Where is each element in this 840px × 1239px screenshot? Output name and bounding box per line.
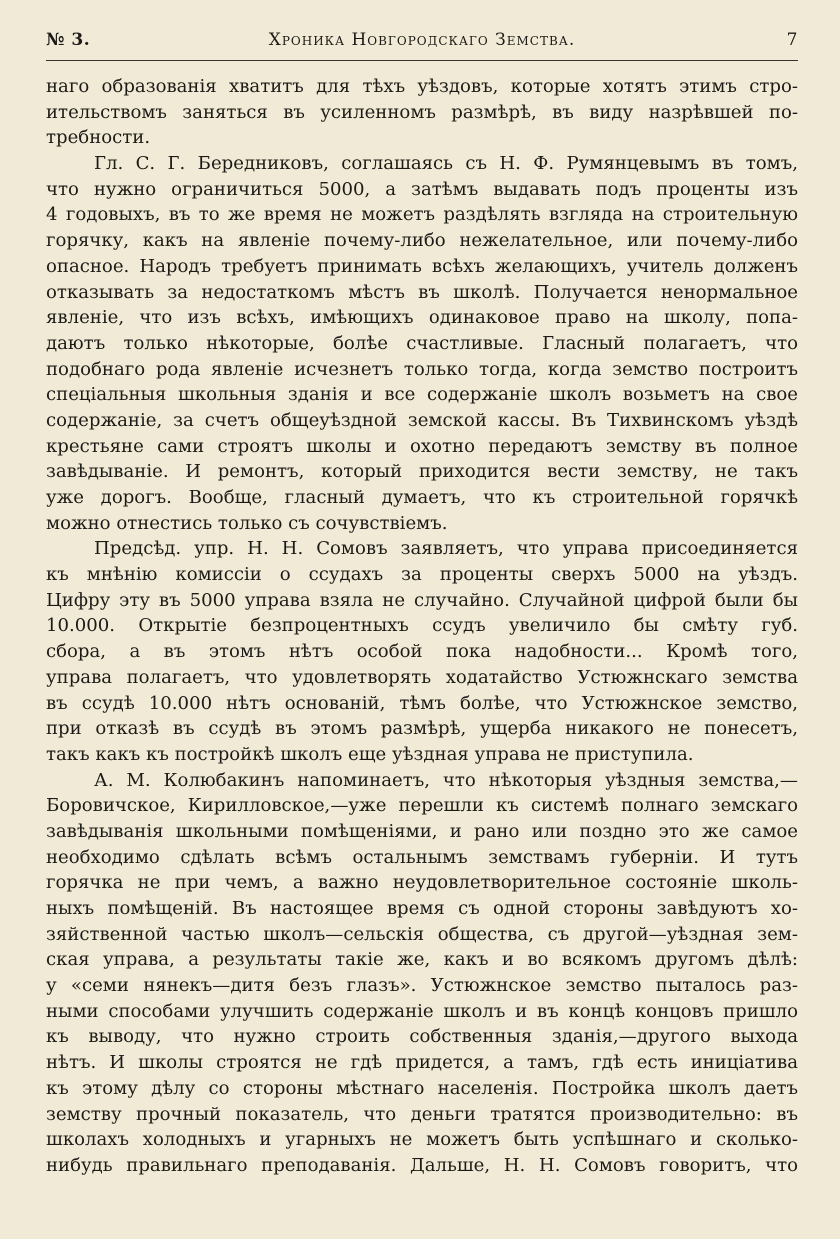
text-line: нѣтъ. И школы строятся не гдѣ придется, а тамъ, гдѣ есть иниціатива [46,1052,798,1074]
text-line: А. М. Колюбакинъ напоминаетъ, что нѣкоторыя уѣздныя земства,— [94,769,798,791]
text-line: завѣдываніе. И ремонтъ, который приходится вести земству, не такъ [46,461,798,483]
text-line: школахъ холодныхъ и угарныхъ не можетъ быть успѣшнаго и сколько- [46,1129,798,1151]
text-line: опасное. Народъ требуетъ принимать всѣхъ желающихъ, учитель долженъ [46,255,798,277]
text-line: Боровичское, Кирилловское,—уже перешли къ системѣ полнаго земскаго [46,795,798,817]
text-line: явленіе, что изъ всѣхъ, имѣющихъ одинаковое право на школу, попа- [46,307,798,329]
text-line: что нужно ограничиться 5000, а затѣмъ выдавать подъ проценты изъ [46,178,798,200]
text-line: у «семи нянекъ—дитя безъ глазъ». Устюжнское земство пыталось раз- [46,975,798,997]
text-line: сбора, а въ этомъ нѣтъ особой пока надобности... Кромѣ того, [46,641,798,663]
text-line: уже дорогъ. Вообще, гласный думаетъ, что къ строительной горячкѣ [46,487,798,508]
text-line: такъ какъ къ постройкѣ школъ еще уѣздная управа не приступила. [46,743,694,765]
text-line: горячку, какъ на явленіе почему-либо нежелательное, или почему-либо [46,230,798,252]
text-line: къ мнѣнію комиссіи о ссудахъ за проценты сверхъ 5000 на уѣздъ. [46,564,798,586]
issue-number: № 3. [46,30,91,50]
text-line: ская управа, а результаты такіе же, какъ и во всякомъ другомъ дѣлѣ: [46,949,798,971]
text-line: горячка не при чемъ, а важно неудовлетворительное состояніе школь- [46,872,798,894]
text-line: при отказѣ въ ссудѣ въ этомъ размѣрѣ, ущерба никакого не понесетъ, [46,718,798,740]
text-line: 4 годовыхъ, въ то же время не можетъ раздѣлять взгляда на строительную [46,204,798,226]
text-line: нибудь правильнаго преподаванія. Дальше, Н. Н. Сомовъ говоритъ, что [46,1154,798,1176]
text-line: завѣдыванія школьными помѣщеніями, и рано или поздно это же самое [46,820,798,842]
text-line: наго образованія хватитъ для тѣхъ уѣздовъ, которые хотятъ этимъ стро- [46,76,798,97]
text-line: можно отнестись только съ сочувствіемъ. [46,512,448,534]
text-line: даютъ только нѣкоторые, болѣе счастливые. Гласный полагаетъ, что [46,332,798,354]
text-line: зяйственной частью школъ—сельскія общества, съ другой—уѣздная зем- [46,923,798,945]
text-line: требности. [46,127,151,149]
text-line: къ выводу, что нужно строить собственныя зданія,—другого выхода [46,1026,798,1048]
text-line: управа полагаетъ, что удовлетворять ходатайство Устюжнскаго земства [46,666,798,688]
text-line: Предсѣд. упр. Н. Н. Сомовъ заявляетъ, что управа присоединяется [94,538,798,560]
text-line: къ этому дѣлу со стороны мѣстнаго населенія. Постройка школъ даетъ [46,1077,798,1099]
text-line: ительствомъ заняться въ усиленномъ размѣрѣ, въ виду назрѣвшей по- [46,101,798,123]
text-line: спеціальныя школьныя зданія и все содержаніе школъ возьметъ на свое [46,384,798,406]
header-rule [46,60,798,61]
text-line: Гл. С. Г. Бередниковъ, соглашаясь съ Н. Ф. Румянцевымъ въ томъ, [94,153,798,175]
text-line: ныхъ помѣщеній. Въ настоящее время съ одной стороны завѣдуютъ хо- [46,898,798,919]
text-line: ными способами улучшить содержаніе школъ и въ концѣ концовъ пришло [46,1000,798,1022]
text-line: крестьяне сами строятъ школы и охотно передаютъ земству въ полное [46,435,798,457]
text-line: 10.000. Открытіе безпроцентныхъ ссудъ увеличило бы смѣту губ. [46,615,798,637]
text-line: отказывать за недостаткомъ мѣстъ въ школѣ. Получается ненормальное [46,281,798,303]
running-header [46,30,798,60]
text-line: Цифру эту въ 5000 управа взяла не случайно. Случайной цифрой были бы [46,589,798,611]
text-line: въ ссудѣ 10.000 нѣтъ основаній, тѣмъ болѣе, что Устюжнское земство, [46,692,798,714]
page-number: 7 [786,30,798,50]
text-line: подобнаго рода явленіе исчезнетъ только тогда, когда земство построитъ [46,358,798,380]
journal-title: Хроника Новгородскаго Земства. [268,30,576,50]
text-line: содержаніе, за счетъ общеуѣздной земской кассы. Въ Тихвинскомъ уѣздѣ [46,409,798,431]
body-text [46,74,798,1179]
text-line: необходимо сдѣлать всѣмъ остальнымъ земствамъ губерніи. И тутъ [46,846,798,868]
text-line: земству прочный показатель, что деньги тратятся производительно: въ [46,1103,798,1125]
